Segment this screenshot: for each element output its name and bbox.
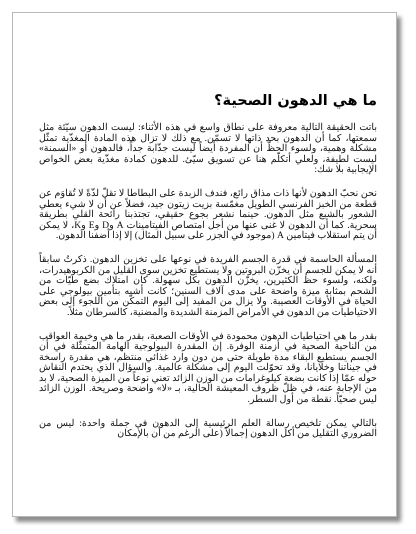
paragraph-3: المسألة الحاسمة في قدرة الجسم الفريدة في نوعها على تخزين الدهون. ذكرتُ سابقاً أنه لا يمكن للجسم أن يخزّن البروتين ولا يستطيع تخزين سوى القليل من الكربوهيدرات، ولكنه، ولسوء حظ الكثيرين، يخزّن الدهون بكل سهولة. كان امتلاك بضع طيّات من الشحم بمثابة ميزة واضحة على مدى آلاف السنين؛ كانت أشبه بتأمين بيولوجي على الحياة في الأوقات العصيبة. ولا يزال من المفيد إلى اليوم التمكّن من اللجوء إلى بعض الاحتياطيات من الدهون في الأمراض المزمنة الشديدة والمضنية، كالسرطان مثلاً. <box>39 253 377 318</box>
paragraph-5: بالتالي يمكن تلخيص رسالة العلم الرئيسية إلى الدهون في جملة واحدة: ليس من الضروري التقليل من أكل الدهون إجمالاً (على الرغم من أن بالإمكان <box>39 417 377 440</box>
paragraph-4: بقدر ما هي احتياطيات الدهون محمودة في الأوقات الصعبة، بقدر ما هي وخيمة العواقب من الناحية الصحية في أزمنة الوفرة. إن المقدرة البيولوجية الهامة المتمثّلة في أن الجسم يستطيع البقاء مدة طويلة حتى من دون وارد غذائي منتظم، هي مقدرة راسخة في جيناتنا وخلايانا، وقد تحوّلت اليوم إلى مشكلة عالمية. والسؤال الذي يحتدم النقاش حوله عمّا إذا كانت بضعة كيلوغرامات من الوزن الزائد تعني نوعاً من الميزة الصحية، لا بد من الإجابة عنه، في ظلّ ظروف المعيشة الحالية، بـ «لا» واضحة وصريحة. الوزن الزائد ليس صحيّاً. نقطة من أول السطر. <box>39 330 377 406</box>
document-body <box>39 91 377 453</box>
document-title: ما هي الدهون الصحية؟ <box>214 93 377 109</box>
paragraph-2: نحن نحبّ الدهون لأنها ذات مذاق رائع، فندف الزبدة على البطاطا لا تقلّ لذّةً لا تُقاوَم عن قطعة من الخبز الفرنسي الطويل مغمّسة بزيت زيتون جيد، فضلاً عن أن لا شيء يعطي الشعور بالشبع مثل الدهون. حينما نشعر بجوع حقيقي، تجتذبنا رائحة القلي بطريقة سحرية. كما أن الدهون لا غنى عنها من أجل امتصاص الفيتامينات A وD وE وK، لا يمكن أن يتم استقلاب فيتامين A (موجود في الجزر على سبيل المثال) إلا إذا أضفنا الدهون. <box>39 187 377 242</box>
document-page <box>12 12 397 517</box>
paragraph-1: باتت الحقيقة التالية معروفة على نطاق واسع في هذه الأثناء: ليست الدهون سيّئة مثل سمعتها، كما أن الدهون بحد ذاتها لا تسمّن. مع ذلك لا تزال هذه المادة المغذّية تمثّل مشكلة وهمية، ولسوء الحظّ أن المفردة أيضاً ليست جذّابة جداً، فالدهون أو «السمنة» ليست لطيفة، ولعلي أتكلّم هنا عن تسويق سيّئ. للدهون كمادة مغذّية بعض الخواص الإيجابية بلا شك: <box>39 122 377 176</box>
